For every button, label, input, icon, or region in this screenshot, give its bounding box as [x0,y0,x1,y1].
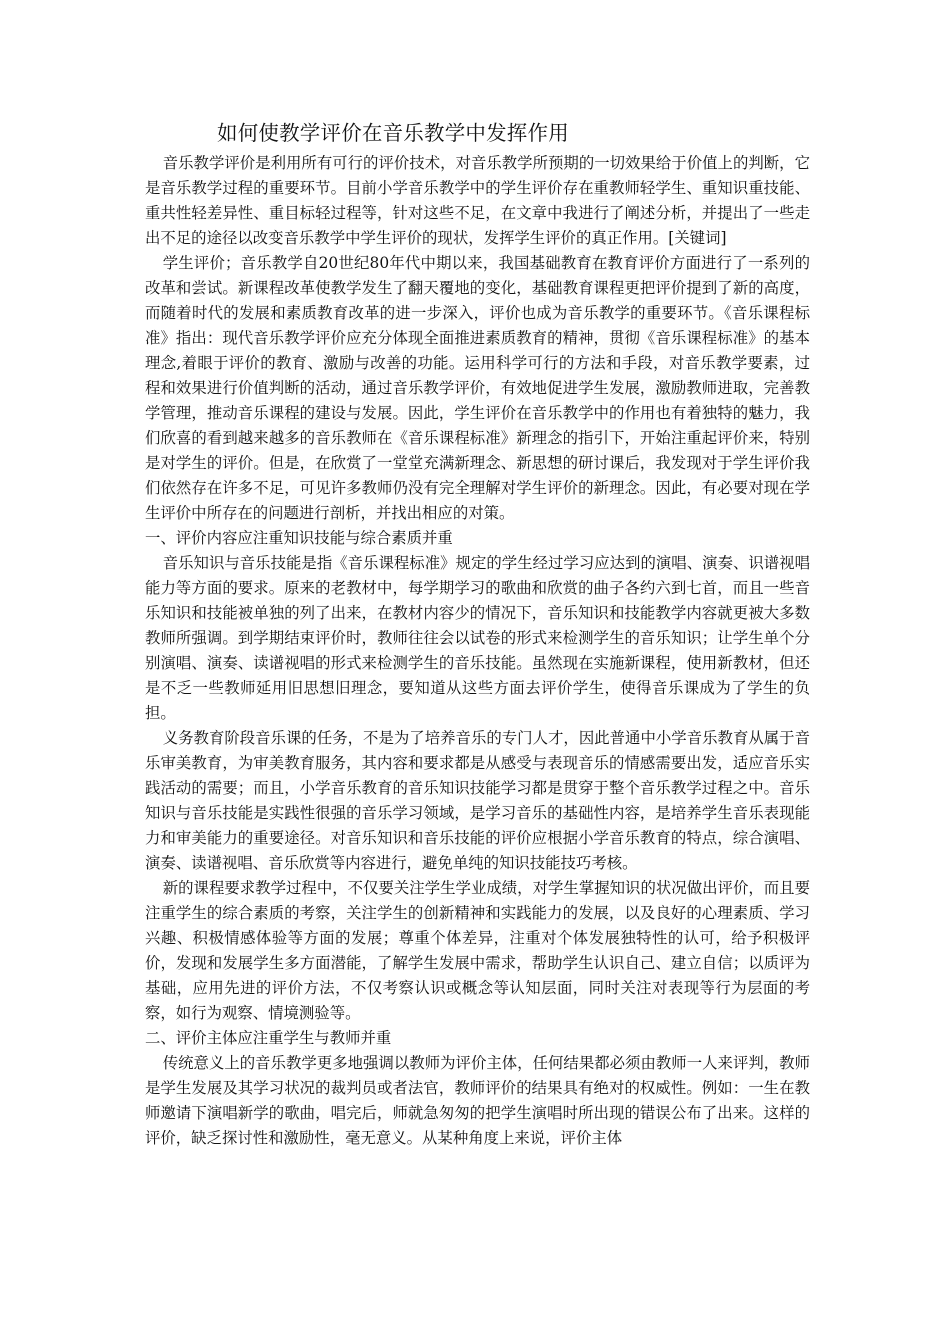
section-heading-2: 二、评价主体应注重学生与教师并重 [145,1029,392,1047]
abstract-paragraph: 音乐教学评价是利用所有可行的评价技术，对音乐教学所预期的一切效果给于价值上的判断，它是音乐教学过程的重要环节。目前小学音乐教学中的学生评价存在重教师轻学生、重知识重技能、重共性轻差异性、重目标轻过程等，针对这些不足，在文章中我进行了阐述分析，并提出了一些走出不足的途径以改变音乐教学中学生评价的现状，发挥学生评价的真正作用。[关键词] [145,154,810,247]
section1-paragraph: 音乐知识与音乐技能是指《音乐课程标准》规定的学生经过学习应达到的演唱、演奏、识谱视唱能力等方面的要求。原来的老教材中，每学期学习的歌曲和欣赏的曲子各约六到七首，而且一些音乐知识和技能被单独的列了出来，在教材内容少的情况下，音乐知识和技能教学内容就更被大多数教师所强调。到学期结束评价时，教师往往会以试卷的形式来检测学生的音乐知识；让学生单个分别演唱、演奏、读谱视唱的形式来检测学生的音乐技能。虽然现在实施新课程，使用新教材，但还是不乏一些教师延用旧思想旧理念，要知道从这些方面去评价学生，使得音乐课成为了学生的负担。 [145,554,810,722]
document-page [145,116,810,1151]
intro-paragraph: 学生评价；音乐教学自20世纪80年代中期以来，我国基础教育在教育评价方面进行了一系列的改革和尝试。新课程改革使教学发生了翻天覆地的变化，基础教育课程更把评价提到了新的高度，而随着时代的发展和素质教育改革的进一步深入，评价也成为音乐教学的重要环节。《音乐课程标准》指出：现代音乐教学评价应充分体现全面推进素质教育的精神，贯彻《音乐课程标准》的基本理念,着眼于评价的教育、激励与改善的功能。运用科学可行的方法和手段，对音乐教学要素，过程和效果进行价值判断的活动，通过音乐教学评价，有效地促进学生发展，激励教师进取，完善教学管理，推动音乐课程的建设与发展。因此，学生评价在音乐教学中的作用也有着独特的魅力，我们欣喜的看到越来越多的音乐教师在《音乐课程标准》新理念的指引下，开始注重起评价来，特别是对学生的评价。但是，在欣赏了一堂堂充满新理念、新思想的研讨课后，我发现对于学生评价我们依然存在许多不足，可见许多教师仍没有完全理解对学生评价的新理念。因此，有必要对现在学生评价中所存在的问题进行剖析，并找出相应的对策。 [145,254,810,522]
section-heading-1: 一、评价内容应注重知识技能与综合素质并重 [145,529,453,547]
section1-paragraph: 义务教育阶段音乐课的任务，不是为了培养音乐的专门人才，因此普通中小学音乐教育从属于音乐审美教育，为审美教育服务，其内容和要求都是从感受与表现音乐的情感需要出发，适应音乐实践活动的需要；而且，小学音乐教育的音乐知识技能学习都是贯穿于整个音乐教学过程之中。音乐知识与音乐技能是实践性很强的音乐学习领域，是学习音乐的基础性内容，是培养学生音乐表现能力和审美能力的重要途径。对音乐知识和音乐技能的评价应根据小学音乐教育的特点，综合演唱、演奏、读谱视唱、音乐欣赏等内容进行，避免单纯的知识技能技巧考核。 [145,729,810,872]
section1-paragraph: 新的课程要求教学过程中，不仅要关注学生学业成绩，对学生掌握知识的状况做出评价，而且要注重学生的综合素质的考察，关注学生的创新精神和实践能力的发展，以及良好的心理素质、学习兴趣、积极情感体验等方面的发展；尊重个体差异，注重对个体发展独特性的认可，给予积极评价，发现和发展学生多方面潜能，了解学生发展中需求，帮助学生认识自己、建立自信；以质评为基础，应用先进的评价方法，不仅考察认识或概念等认知层面，同时关注对表现等行为层面的考察，如行为观察、情境测验等。 [145,879,810,1022]
section2-paragraph: 传统意义上的音乐教学更多地强调以教师为评价主体，任何结果都必须由教师一人来评判，教师是学生发展及其学习状况的裁判员或者法官，教师评价的结果具有绝对的权威性。例如：一生在教师邀请下演唱新学的歌曲，唱完后，师就急匆匆的把学生演唱时所出现的错误公布了出来。这样的评价，缺乏探讨性和激励性，毫无意义。从某种角度上来说，评价主体 [145,1054,810,1147]
document-title: 如何使教学评价在音乐教学中发挥作用 [217,121,569,145]
